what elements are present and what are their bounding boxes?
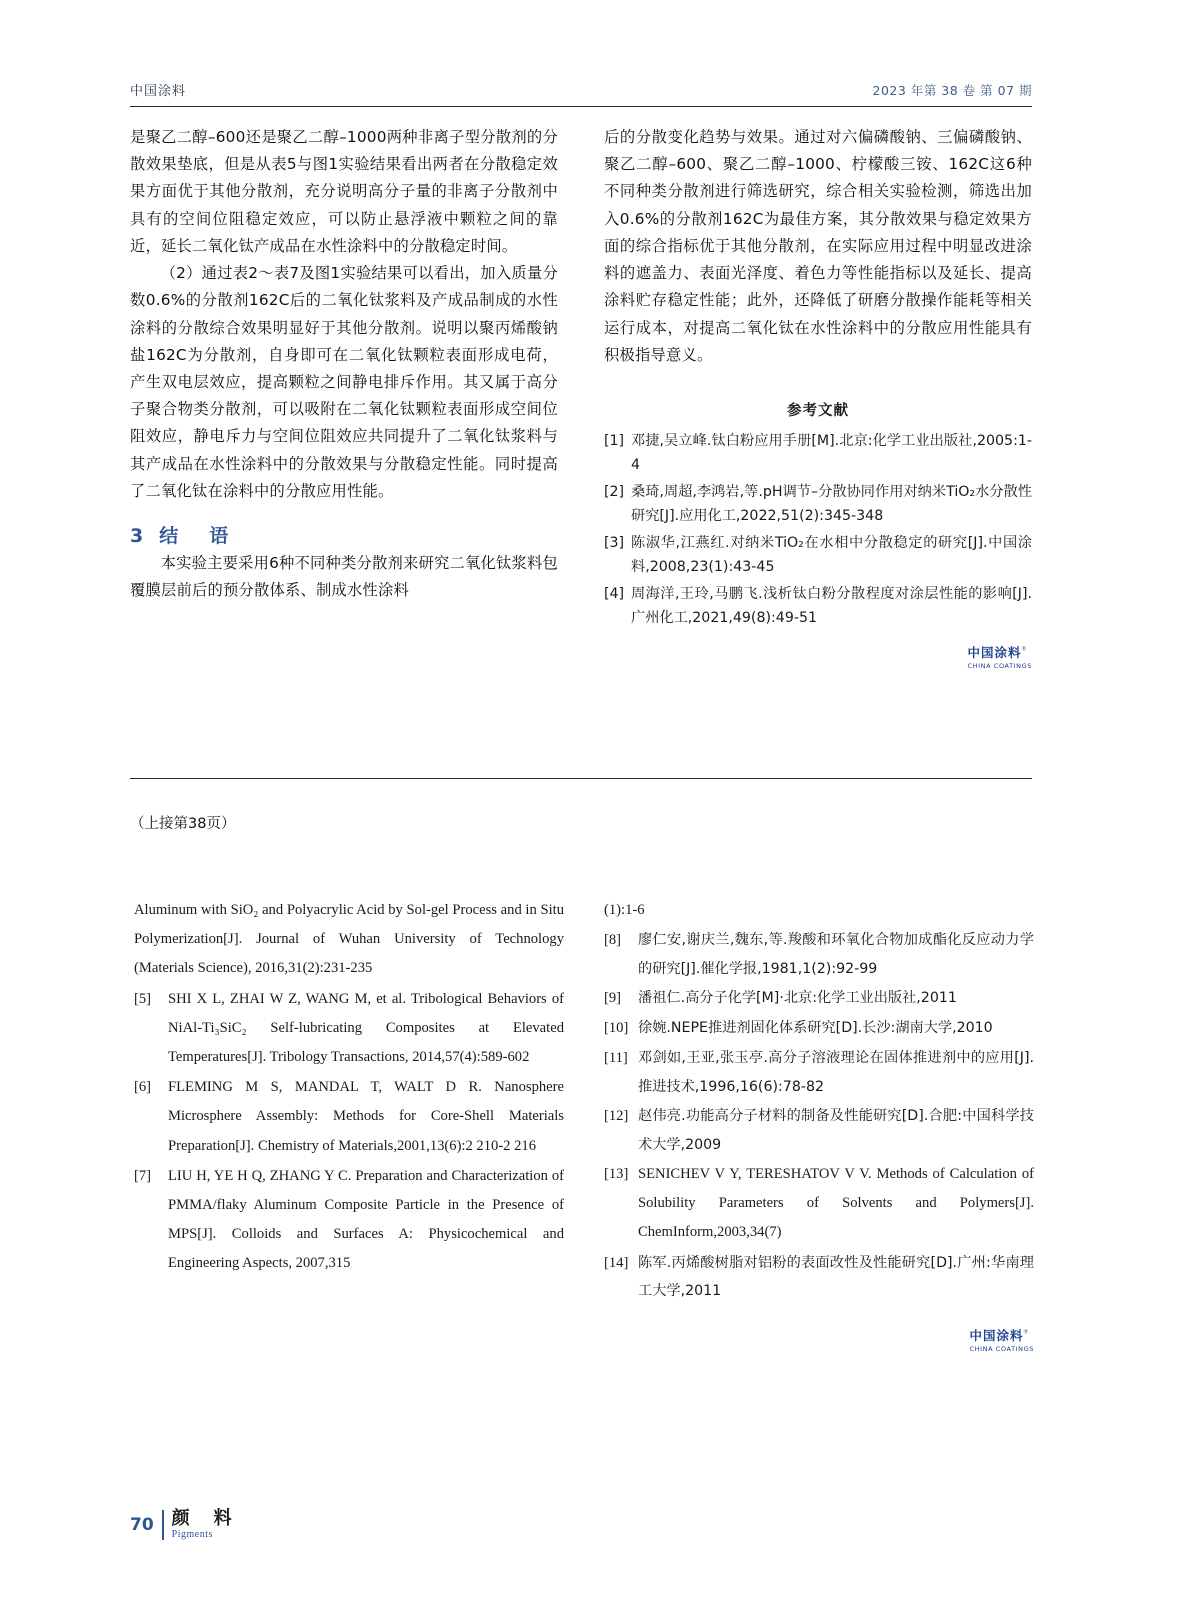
list-item xyxy=(134,896,564,984)
reference-text: 陈军.丙烯酸树脂对铝粉的表面改性及性能研究[D].广州:华南理工大学,2011 xyxy=(638,1254,1034,1299)
reference-marker: [11] xyxy=(604,1050,628,1067)
list-item xyxy=(604,1102,1034,1159)
list-item xyxy=(604,896,1034,925)
article-top-right-column xyxy=(604,124,1032,670)
reference-marker: [5] xyxy=(134,990,152,1007)
article-top-left-column xyxy=(130,124,558,670)
journal-logo-text xyxy=(969,1327,1034,1353)
page-number: 70 xyxy=(130,1514,154,1535)
reference-text: FLEMING M S, MANDAL T, WALT D R. Nanosphere Microsphere Assembly: Methods for Core-Shell Materials Preparation[J]. Chemistry of Materials,2001,13(6):2 210-2 216 xyxy=(168,1079,564,1154)
trademark-icon: ® xyxy=(1021,647,1027,654)
reference-text: SHI X L, ZHAI W Z, WANG M, et al. Tribological Behaviors of NiAl-Ti₃SiC₂ Self-lubricating Composites at Elevated Temperatures[J]. Tribology Transactions, 2014,57(4):589-602 xyxy=(168,990,564,1065)
list-item xyxy=(604,1249,1034,1306)
reference-marker: [8] xyxy=(604,932,622,949)
reference-text: Aluminum with SiO₂ and Polyacrylic Acid by Sol-gel Process and in Situ Polymerization[J]. Journal of Wuhan University of Technology (Materials Science), 2016,31(2):231-235 xyxy=(134,902,564,977)
journal-logo-cn: 中国涂料 xyxy=(967,645,1022,661)
list-item xyxy=(604,531,1032,580)
reference-marker: [2] xyxy=(604,483,625,500)
list-item xyxy=(134,1073,564,1161)
reference-text: 陈淑华,江燕红.对纳米TiO₂在水相中分散稳定的研究[J].中国涂料,2008,23(1):43-45 xyxy=(631,534,1032,576)
journal-logo-cn: 中国涂料 xyxy=(969,1328,1024,1344)
reference-marker: [14] xyxy=(604,1254,629,1271)
list-item xyxy=(604,480,1032,529)
reference-text: 徐婉.NEPE推进剂固化体系研究[D].长沙:湖南大学,2010 xyxy=(638,1020,993,1037)
references-heading: 参考文献 xyxy=(787,402,849,419)
paragraph: 是聚乙二醇–600还是聚乙二醇–1000两种非离子型分散剂的分散效果垫底，但是从表5与图1实验结果看出两者在分散稳定效果方面优于其他分散剂，充分说明高分子量的非离子分散剂中具有的空间位阻稳定效应，可以防止悬浮液中颗粒之间的靠近，延长二氧化钛产成品在水性涂料中的分散稳定时间。 xyxy=(130,128,558,255)
references-list xyxy=(604,429,1032,630)
article-top-columns xyxy=(130,124,1032,670)
paragraph: 本实验主要采用6种不同种类分散剂来研究二氧化钛浆料包覆膜层前后的预分散体系、制成水性涂料 xyxy=(130,554,558,600)
reference-text: 邓捷,吴立峰.钛白粉应用手册[M].北京:化学工业出版社,2005:1-4 xyxy=(631,432,1032,474)
reference-text: SENICHEV V Y, TERESHATOV V V. Methods of Calculation of Solubility Parameters of Solvents and Polymers[J]. ChemInform,2003,34(7) xyxy=(638,1166,1034,1241)
trademark-icon: ® xyxy=(1023,1330,1029,1337)
list-item xyxy=(604,1014,1034,1043)
article-separator xyxy=(130,778,1032,779)
reference-marker: [1] xyxy=(604,432,625,449)
header-journal-name: 中国涂料 xyxy=(130,84,187,99)
paragraph: 后的分散变化趋势与效果。通过对六偏磷酸钠、三偏磷酸钠、聚乙二醇–600、聚乙二醇–1000、柠檬酸三铵、162C这6种不同种类分散剂进行筛选研究，综合相关实验检测，筛选出加入0.6%的分散剂162C为最佳方案，其分散效果与稳定效果方面的综合指标优于其他分散剂，在实际应用过程中明显改进涂料的遮盖力、表面光泽度、着色力等性能指标以及延长、提高涂料贮存稳定性能；此外，还降低了研磨分散操作能耗等相关运行成本，对提高二氧化钛在水性涂料中的分散应用性能具有积极指导意义。 xyxy=(604,128,1032,364)
list-item xyxy=(134,1162,564,1279)
reference-marker: [9] xyxy=(604,990,622,1006)
footer-section xyxy=(172,1509,235,1540)
article-bottom-columns xyxy=(134,896,1034,1353)
list-item xyxy=(134,985,564,1073)
reference-marker: [4] xyxy=(604,585,625,602)
footer-divider xyxy=(162,1510,164,1540)
reference-marker: [3] xyxy=(604,534,625,551)
journal-logo xyxy=(604,644,1032,670)
journal-logo-en: CHINA COATINGS xyxy=(967,661,1032,670)
article-bottom-right-column xyxy=(604,896,1034,1353)
journal-logo-en: CHINA COATINGS xyxy=(969,1344,1034,1353)
list-item xyxy=(604,429,1032,478)
page-footer xyxy=(130,1509,235,1540)
continuation-note: （上接第38页） xyxy=(130,816,236,832)
list-item xyxy=(604,1044,1034,1101)
footer-section-en: Pigments xyxy=(171,1529,213,1540)
reference-marker: [10] xyxy=(604,1020,629,1037)
reference-text: 廖仁安,谢庆兰,魏东,等.羧酸和环氧化合物加成酯化反应动力学的研究[J].催化学报,1981,1(2):92-99 xyxy=(638,932,1034,977)
list-item xyxy=(604,926,1034,983)
header-divider xyxy=(130,106,1032,107)
reference-text: (1):1-6 xyxy=(604,902,645,918)
article-bottom-left-column xyxy=(134,896,564,1353)
list-item xyxy=(604,582,1032,631)
reference-marker: [13] xyxy=(604,1166,629,1182)
reference-text: 赵伟亮.功能高分子材料的制备及性能研究[D].合肥:中国科学技术大学,2009 xyxy=(638,1108,1034,1153)
list-item xyxy=(604,984,1034,1013)
header-issue-info: 2023 年第 38 卷 第 07 期 xyxy=(872,83,1032,98)
section-number: 3 xyxy=(130,525,150,548)
paragraph: （2）通过表2～表7及图1实验结果可以看出，加入质量分数0.6%的分散剂162C后的二氧化钛浆料及产成品制成的水性涂料的分散综合效果明显好于其他分散剂。说明以聚丙烯酸钠盐162C为分散剂，自身即可在二氧化钛颗粒表面形成电荷，产生双电层效应，提高颗粒之间静电排斥作用。其又属于高分子聚合物类分散剂，可以吸附在二氧化钛颗粒表面形成空间位阻效应，静电斥力与空间位阻效应共同提升了二氧化钛浆料与其产成品在水性涂料中的分散效果与分散稳定性能。同时提高了二氧化钛在涂料中的分散应用性能。 xyxy=(130,264,558,500)
reference-marker: [12] xyxy=(604,1108,629,1125)
reference-text: 邓剑如,王亚,张玉亭.高分子溶液理论在固体推进剂中的应用[J].推进技术,1996,16(6):78-82 xyxy=(638,1050,1034,1095)
footer-section-cn: 颜 料 xyxy=(171,1508,235,1530)
references-list xyxy=(604,896,1034,1305)
section-title: 结 语 xyxy=(159,525,235,548)
reference-marker: [7] xyxy=(134,1167,152,1184)
reference-marker: [6] xyxy=(134,1079,152,1096)
reference-text: 潘祖仁.高分子化学[M]·北京:化学工业出版社,2011 xyxy=(638,990,957,1006)
section-heading xyxy=(130,521,558,548)
journal-logo-text xyxy=(967,644,1032,670)
reference-text: 桑琦,周超,李鸿岩,等.pH调节–分散协同作用对纳米TiO₂水分散性研究[J].应用化工,2022,51(2):345-348 xyxy=(631,483,1032,525)
reference-text: LIU H, YE H Q, ZHANG Y C. Preparation and Characterization of PMMA/flaky Aluminum Composite Particle in the Presence of MPS[J]. Colloids and Surfaces A: Physicochemical and Engineering Aspects, 2007,315 xyxy=(168,1167,564,1272)
references-list xyxy=(134,896,564,1278)
list-item xyxy=(604,1160,1034,1248)
page-header xyxy=(130,80,1032,99)
journal-logo xyxy=(604,1327,1034,1353)
reference-text: 周海洋,王玲,马鹏飞.浅析钛白粉分散程度对涂层性能的影响[J].广州化工,2021,49(8):49-51 xyxy=(631,585,1032,626)
